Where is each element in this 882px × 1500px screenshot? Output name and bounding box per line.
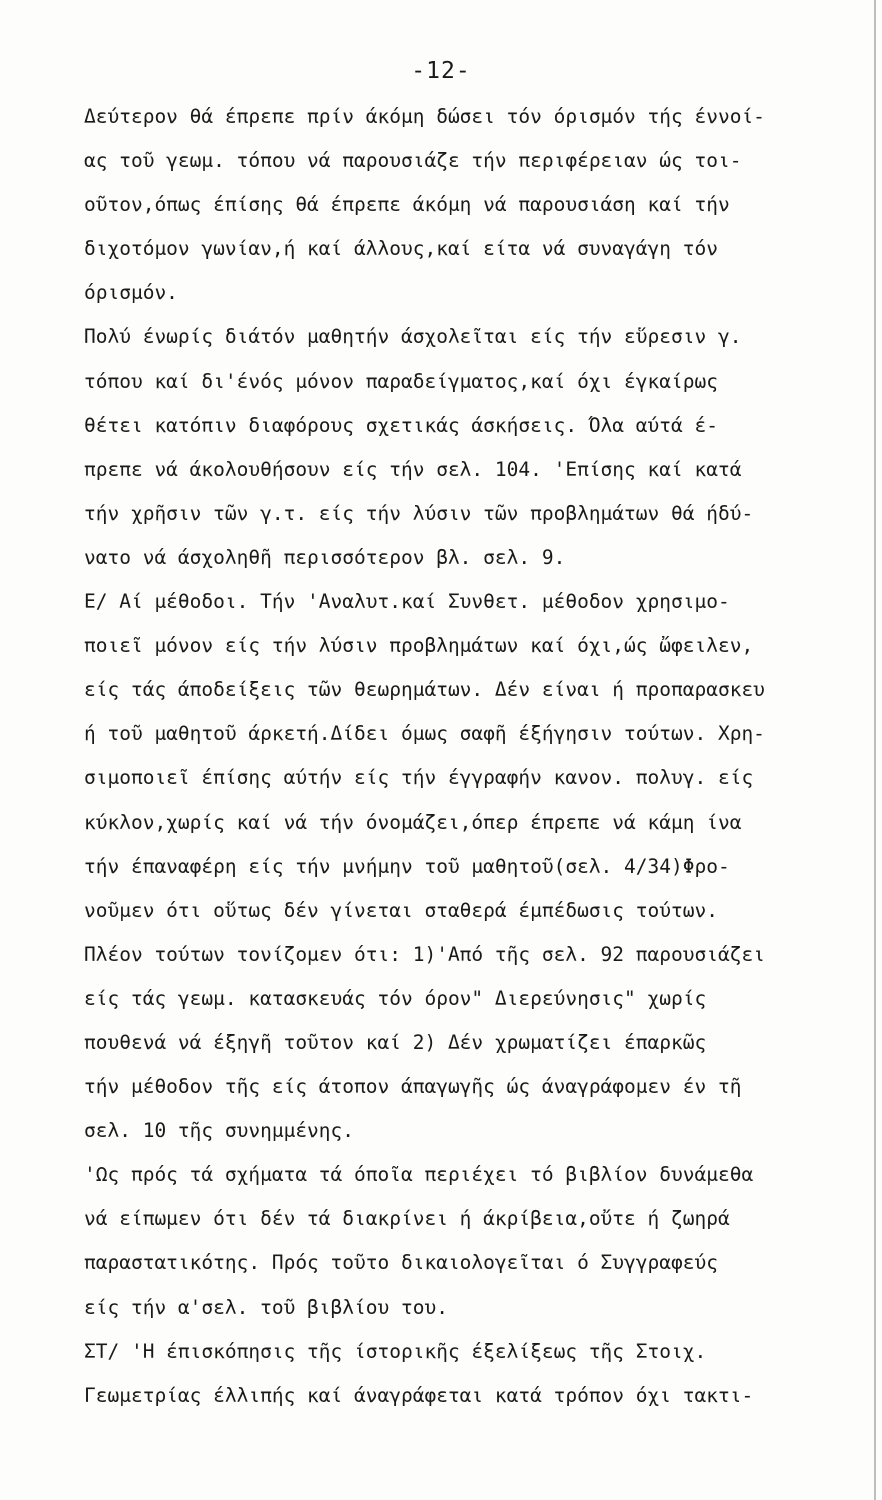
text-line: είς τάς άποδείξεις τῶν θεωρημάτων. Δέν είναι ή προπαρασκευ — [84, 678, 765, 702]
page-edge — [874, 0, 876, 1500]
text-line: Γεωμετρίας έλλιπής καί άναγράφεται κατά τρόπον όχι τακτι- — [84, 1383, 754, 1407]
text-line: νοῦμεν ότι οὕτως δέν γίνεται σταθερά έμπέδωσις τούτων. — [84, 898, 718, 922]
text-line: νατο νά άσχοληθῆ περισσότερον βλ. σελ. 9. — [84, 545, 566, 569]
text-line: διχοτόμον γωνίαν,ή καί άλλους,καί είτα νά συναγάγη τόν — [84, 237, 718, 261]
text-line: 'Ως πρός τά σχήματα τά όποῖα περιέχει τό βιβλίον δυνάμεθα — [84, 1163, 754, 1187]
text-line: Πολύ ένωρίς διάτόν μαθητήν άσχολεῖται είς τήν εὕρεσιν γ. — [84, 325, 742, 349]
text-line: πρεπε νά άκολουθήσουν είς τήν σελ. 104. 'Επίσης καί κατά — [84, 457, 742, 481]
text-line: κύκλον,χωρίς καί νά τήν όνομάζει,όπερ έπρεπε νά κάμη ίνα — [84, 810, 742, 834]
text-line: σελ. 10 τῆς συνημμένης. — [84, 1119, 355, 1143]
text-line: Δεύτερον θά έπρεπε πρίν άκόμη δώσει τόν όρισμόν τής έννοί- — [84, 105, 765, 128]
text-line: θέτει κατόπιν διαφόρους σχετικάς άσκήσεις. Όλα αύτά έ- — [84, 413, 718, 437]
text-line: ή τοῦ μαθητοῦ άρκετή.Δίδει όμως σαφῆ έξήγησιν τούτων. Χρη- — [84, 722, 765, 746]
text-line: ΣΤ/ 'Η έπισκόπησις τῆς ίστορικῆς έξελίξεως τῆς Στοιχ. — [84, 1339, 707, 1363]
text-line: τήν έπαναφέρη είς τήν μνήμην τοῦ μαθητοῦ(σελ. 4/34)Φρο- — [84, 854, 730, 878]
text-line: τήν χρῆσιν τῶν γ.τ. είς τήν λύσιν τῶν προβλημάτων θά ήδύ- — [84, 501, 754, 525]
text-line: οῦτον,όπως έπίσης θά έπρεπε άκόμη νά παρουσιάση καί τήν — [84, 193, 730, 217]
text-line: ποιεῖ μόνον είς τήν λύσιν προβλημάτων καί όχι,ώς ὤφειλεν, — [84, 634, 754, 658]
text-line: σιμοποιεῖ έπίσης αύτήν είς τήν έγγραφήν κανον. πολυγ. είς — [84, 766, 754, 790]
page-number: -12- — [411, 58, 471, 84]
text-line: ας τοῦ γεωμ. τόπου νά παρουσιάζε τήν περιφέρειαν ώς τοι- — [84, 149, 742, 173]
text-line: παραστατικότης. Πρός τοῦτο δικαιολογεῖται ό Συγγραφεύς — [84, 1251, 718, 1275]
body-text — [84, 95, 854, 1418]
text-line: όρισμόν. — [84, 281, 178, 305]
text-line: τόπου καί δι'ένός μόνον παραδείγματος,καί όχι έγκαίρως — [84, 369, 718, 393]
text-line: είς τάς γεωμ. κατασκευάς τόν όρον" Διερεύνησις" χωρίς — [84, 986, 707, 1010]
text-line: Πλέον τούτων τονίζομεν ότι: 1)'Από τῆς σελ. 92 παρουσιάζει — [84, 942, 765, 966]
text-line: πουθενά νά έξηγῆ τοῦτον καί 2) Δέν χρωματίζει έπαρκῶς — [84, 1030, 707, 1054]
text-line: είς τήν α'σελ. τοῦ βιβλίου του. — [84, 1295, 448, 1319]
text-line: Ε/ Αί μέθοδοι. Τήν 'Αναλυτ.καί Συνθετ. μέθοδον χρησιμο- — [84, 590, 730, 614]
text-line: τήν μέθοδον τῆς είς άτοπον άπαγωγῆς ώς άναγράφομεν έν τῆ — [84, 1075, 742, 1099]
text-line: νά είπωμεν ότι δέν τά διακρίνει ή άκρίβεια,οὔτε ή ζωηρά — [84, 1207, 730, 1231]
